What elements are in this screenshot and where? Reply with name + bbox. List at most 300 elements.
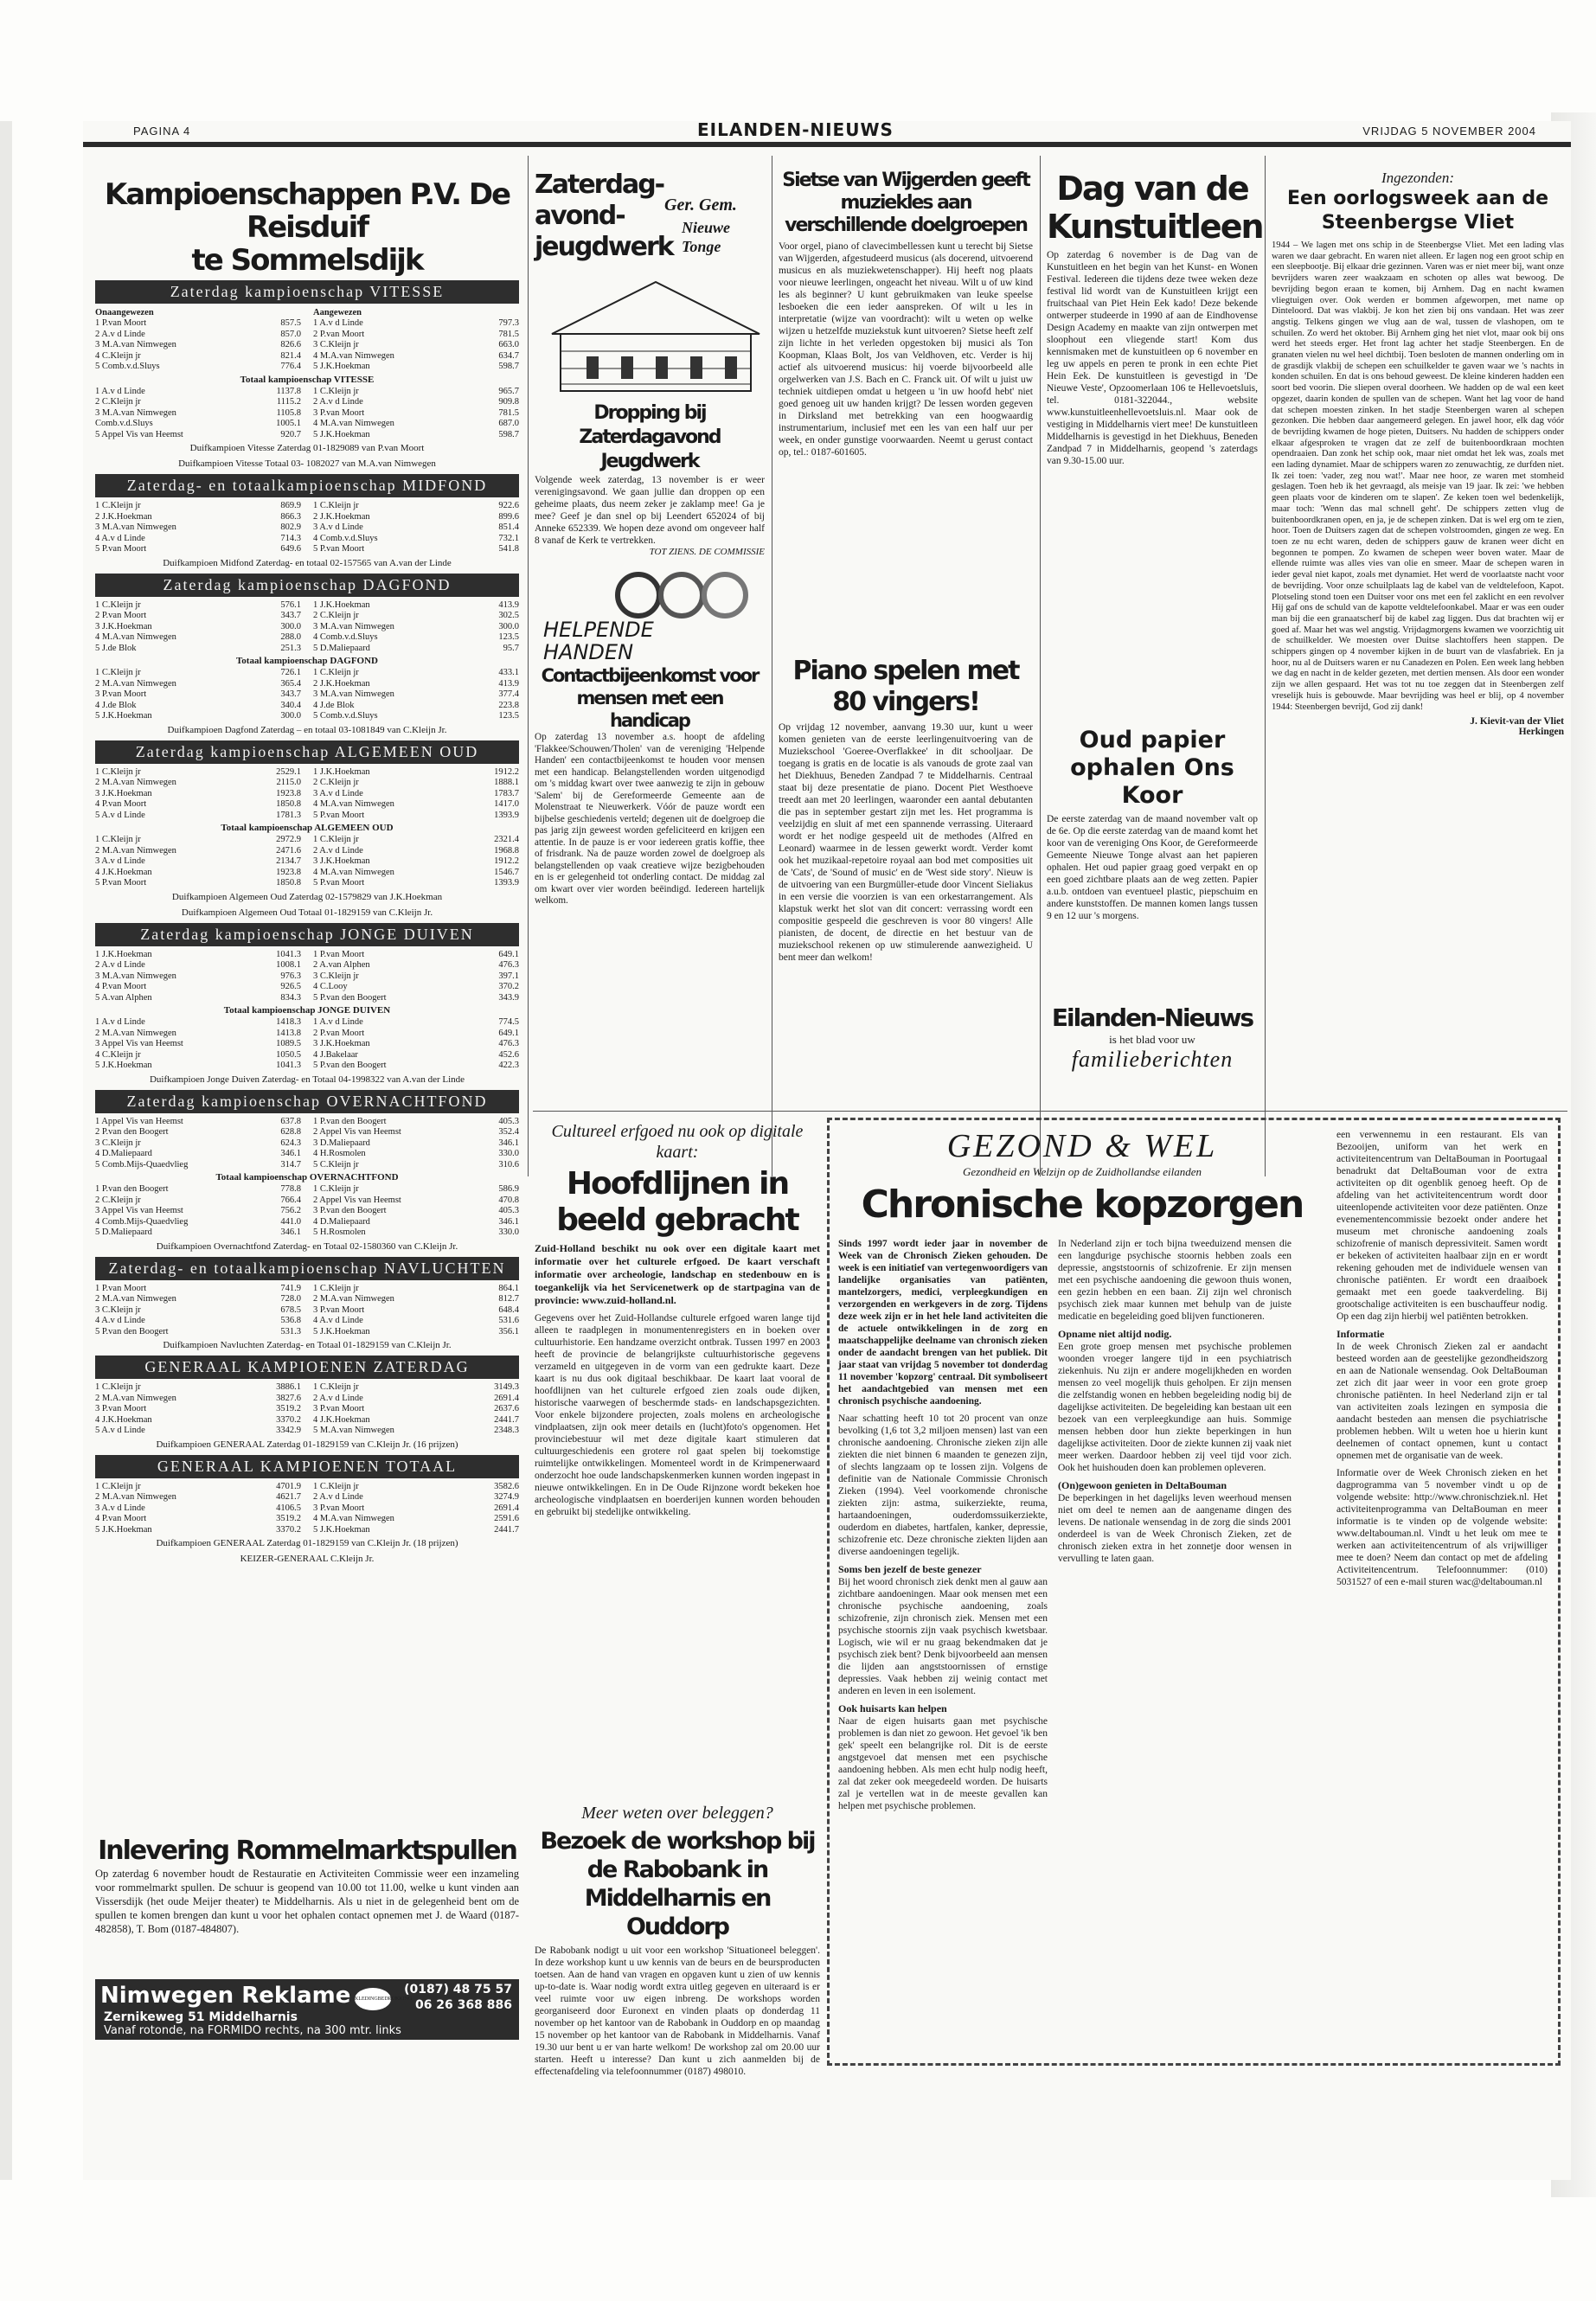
result-score: 2471.6 xyxy=(276,845,301,856)
result-row xyxy=(95,419,301,430)
result-row xyxy=(313,1017,519,1029)
result-score: 1923.8 xyxy=(276,867,301,877)
result-column xyxy=(95,1117,301,1171)
result-name: 1 P.van den Boogert xyxy=(95,1184,169,1194)
result-row xyxy=(313,878,519,889)
result-name: 2 C.Kleijn jr xyxy=(313,611,359,620)
result-name: 3 M.A.van Nimwegen xyxy=(313,621,394,631)
result-name: 1 P.van Moort xyxy=(95,318,147,328)
result-row xyxy=(95,362,301,373)
result-score: 909.8 xyxy=(498,397,519,407)
result-name: 5 A.v d Linde xyxy=(95,1426,145,1435)
oorlog-sign-name: J. Kievit-van der Vliet xyxy=(1470,716,1564,727)
result-columns xyxy=(95,1117,519,1171)
result-columns xyxy=(95,318,519,373)
rommel-title: Inlevering Rommelmarktspullen xyxy=(98,1836,516,1866)
totaal-header: Totaal kampioenschap VITESSE xyxy=(240,374,375,385)
result-row xyxy=(313,1217,519,1228)
result-row xyxy=(313,799,519,811)
result-row xyxy=(95,1138,301,1150)
result-row xyxy=(95,856,301,868)
result-row xyxy=(95,689,301,701)
result-row xyxy=(95,1305,301,1317)
result-score: 576.1 xyxy=(280,599,301,610)
result-column xyxy=(95,767,301,822)
result-row xyxy=(313,318,519,330)
result-name: 5 P.van den Boogert xyxy=(313,992,387,1003)
result-column xyxy=(95,1482,301,1536)
result-score: 1041.3 xyxy=(276,949,301,959)
result-row xyxy=(313,1149,519,1160)
result-score: 826.6 xyxy=(280,340,301,349)
scan-edge xyxy=(0,121,12,2180)
result-score: 1783.7 xyxy=(494,788,519,798)
result-score: 766.4 xyxy=(280,1195,301,1205)
result-name: 3 Appel Vis van Heemst xyxy=(95,1206,183,1215)
result-name: 1 C.Kleijn jr xyxy=(313,501,359,510)
result-row xyxy=(95,799,301,811)
result-name: 2 P.van Moort xyxy=(95,611,147,620)
result-name: 4 M.A.van Nimwegen xyxy=(313,867,394,877)
result-score: 288.0 xyxy=(280,632,301,642)
helpende-handen-logo xyxy=(535,569,765,664)
result-row xyxy=(313,689,519,701)
result-name: 5 J.K.Hoekman xyxy=(95,1524,152,1535)
nimwegen-ad xyxy=(95,1979,519,2040)
gezond-col2-body-2: De beperkingen in het dagelijks leven weerhoud mensen niet om deel te nemen aan de aangename dingen des levens. De nationale wensendag in de zorg die sinds 2001 onderdeel is van de Week Chronisch Zieken, zet de chronisch zieken extra in het zonnetje door wensen in vervulling te laten gaan. xyxy=(1058,1493,1292,1564)
result-score: 866.3 xyxy=(280,511,301,522)
rommelmarkt-article xyxy=(95,1836,519,1936)
cultureel-kicker: Cultureel erfgoed nu ook op digitale kaart: xyxy=(551,1122,804,1162)
section-footnote: Duifkampioen Dagfond Zaterdag – en totaal 03-1081849 van C.Kleijn Jr. xyxy=(167,724,447,735)
piano-title: Piano spelen met 80 vingers! xyxy=(792,656,1019,717)
result-row xyxy=(95,668,301,679)
section-footnote: Duifkampioen Vitesse Zaterdag 01-1829089 van P.van Moort xyxy=(189,443,425,453)
result-row xyxy=(95,1503,301,1515)
result-row xyxy=(313,950,519,961)
section-footnote: Duifkampioen Overnachtfond Zaterdag- en Totaal 02-1580360 van C.Kleijn Jr. xyxy=(156,1240,458,1252)
result-name: 2 Appel Vis van Heemst xyxy=(313,1195,401,1205)
result-name: 1 C.Kleijn jr xyxy=(313,1382,359,1392)
workshop-article xyxy=(535,1803,820,2078)
result-score: 1115.2 xyxy=(276,397,301,407)
result-row xyxy=(95,701,301,712)
result-row xyxy=(95,1184,301,1195)
section-band: GENERAAL KAMPIOENEN TOTAAL xyxy=(95,1455,519,1478)
result-row xyxy=(313,1404,519,1415)
section-footnote: Duifkampioen Algemeen Oud Totaal 01-1829159 van C.Kleijn Jr. xyxy=(181,907,433,918)
kamp-title-2: te Sommelsdijk xyxy=(191,243,423,278)
result-row xyxy=(313,1394,519,1405)
result-row xyxy=(95,1195,301,1207)
result-name: 3 P.van Moort xyxy=(313,407,365,418)
result-score: 1041.3 xyxy=(276,1061,301,1070)
result-score: 452.6 xyxy=(498,1049,519,1060)
result-row xyxy=(95,868,301,879)
helpende-logo-text-2: HANDEN xyxy=(543,640,634,664)
result-name: 5 P.van Moort xyxy=(313,810,365,820)
result-score: 223.8 xyxy=(498,700,519,710)
result-name: 4 C.Kleijn jr xyxy=(95,1049,141,1060)
result-column xyxy=(313,767,519,822)
result-score: 300.0 xyxy=(498,621,519,631)
result-score: 857.0 xyxy=(280,329,301,339)
result-row xyxy=(95,632,301,644)
result-score: 1008.1 xyxy=(276,960,301,970)
result-name: 1 J.K.Hoekman xyxy=(95,949,152,959)
column-rule xyxy=(1265,156,1266,1176)
result-row xyxy=(95,387,301,398)
result-name: 1 A.v d Linde xyxy=(95,386,145,396)
result-row xyxy=(313,835,519,846)
result-row xyxy=(95,846,301,857)
gezond-col2-text: In Nederland zijn er toch bijna tweeduizend mensen die een langdurige psychische stoornis hebben zoals een depressie, angststoornis of schizofrenie. Er zijn mensen met een psychische aandoening die gewoon thuis wonen, een gezin hebben en een baan. Zij zijn wel chronisch psychisch ziek maar kunnen met behulp van de juiste medicatie en begeleiding goed blijven functioneren. xyxy=(1058,1239,1292,1322)
result-score: 802.9 xyxy=(280,522,301,532)
result-row xyxy=(95,1294,301,1305)
result-name: 3 P.van Moort xyxy=(313,1304,365,1315)
result-score: 726.1 xyxy=(280,668,301,677)
result-score: 123.5 xyxy=(498,711,519,721)
section-band: Zaterdag kampioenschap ALGEMEEN OUD xyxy=(95,740,519,764)
church-name-2: Nieuwe Tonge xyxy=(682,219,730,255)
result-column xyxy=(313,1284,519,1338)
result-row xyxy=(313,868,519,879)
helpende-body: Op zaterdag 13 november a.s. hoopt de afdeling 'Flakkee/Schouwen/Tholen' van de vereniging 'Helpende Handen' een contactbijeenkomst te houden voor mensen met een handicap. Belangstellenden worden uitgenodigd om 's middag kwart over twee aanwezig te zijn in gebouw 'Salem' bij de Gereformeerde Gemeente aan de Molenstraat te Nieuwerkerk. Vóór de pauze wordt een bijbelse geschiedenis verteld; degenen uit de doelgroep die pas jarig zijn geweest worden gefeliciteerd en krijgen een attentie. In de pauze is er voor iedereen gratis koffie, thee of frisdrank. Na de pauze worden zowel de doelgroep als belangstellenden op vaak creatieve wijze bezigbehouden en is er gelegenheid tot onderling contact. De middag zal om kwart over vier worden beëindigd. Iedereen hartelijk welkom. xyxy=(535,732,765,906)
result-score: 1968.8 xyxy=(494,845,519,856)
page-number: PAGINA 4 xyxy=(133,125,191,138)
result-row xyxy=(313,1195,519,1207)
result-row xyxy=(313,330,519,341)
result-row xyxy=(95,340,301,351)
result-column xyxy=(313,501,519,555)
result-name: 3 D.Maliepaard xyxy=(313,1138,370,1148)
result-row xyxy=(95,501,301,512)
result-name: 1 P.van den Boogert xyxy=(313,1116,387,1126)
result-columns xyxy=(95,1382,519,1437)
result-row xyxy=(313,993,519,1004)
result-row xyxy=(313,778,519,789)
gezond-col2-heading-2: (On)gewoon genieten in DeltaBouman xyxy=(1058,1479,1227,1491)
left-header: Onaangewezen xyxy=(95,308,154,317)
result-name: 1 C.Kleijn jr xyxy=(313,835,359,844)
result-name: 1 C.Kleijn jr xyxy=(95,766,141,777)
result-name: 2 M.A.van Nimwegen xyxy=(95,1294,176,1304)
result-column xyxy=(313,318,519,373)
result-row xyxy=(313,1525,519,1536)
totaal-header: Totaal kampioenschap JONGE DUIVEN xyxy=(223,1005,391,1016)
result-name: 5 J.K.Hoekman xyxy=(95,1061,152,1070)
result-row xyxy=(95,544,301,555)
result-row xyxy=(313,1127,519,1138)
sietse-body: Voor orgel, piano of clavecimbellessen kunt u terecht bij Sietse van Wijgerden, afgestudeerd musicus (als docerend, uitvoerend musicus en als muziekwetenschapper). Hij heeft nog plaats voor nieuwe leerlingen, ongeacht het niveau. Wilt u of uw kind les als beginner? U kunt gebruikmaken van leuke speelse lesboeken die een ieder aanspreken. Of wilt u les in interpretatie (wijze van voordracht): wilt u weten op welke wijzen u hetzelfde muziekstuk kunt uitvoeren? Sietse heeft zelf zijn lichte in het verleden opgestoken bij musici als Ton Koopman, Klaas Bolt, Jos van Veldhoven, etc. Verder is hij actief als uitvoerend musicus: hij voerde bijvoorbeeld alle orgelwerken van J.S. Bach en C. Franck uit. Of wilt u juist uw techniek uitdiepen omdat u hetgeen u 'in uw hoofd hebt' niet goed genoeg uit uw handen krijgt? De lessen worden gegeven in Dirksland met betrekking van een hoogwaardig instrumentarium, inclusief met een les van een half uur per week, en onder gunstige voorwaarden. Neemt u gerust contact op, tel.: 0187-601605. xyxy=(779,241,1033,458)
result-row xyxy=(313,1117,519,1128)
result-row xyxy=(313,1482,519,1493)
result-row xyxy=(313,711,519,722)
result-name: 4 P.van Moort xyxy=(95,1514,147,1523)
result-score: 1546.7 xyxy=(494,867,519,877)
result-score: 869.9 xyxy=(280,501,301,510)
result-score: 812.7 xyxy=(498,1294,519,1304)
result-row xyxy=(95,1426,301,1437)
result-score: 864.1 xyxy=(498,1283,519,1293)
result-row xyxy=(95,1394,301,1405)
result-score: 2691.4 xyxy=(494,1393,519,1403)
result-column xyxy=(313,1382,519,1437)
result-name: 2 M.A.van Nimwegen xyxy=(95,1492,176,1502)
result-row xyxy=(313,544,519,555)
result-name: 2 P.van Moort xyxy=(313,329,365,339)
result-row xyxy=(95,1160,301,1171)
result-row xyxy=(313,1316,519,1327)
result-score: 3519.2 xyxy=(276,1404,301,1413)
kamp-section-gen_tot xyxy=(95,1455,519,1565)
result-row xyxy=(313,679,519,690)
result-name: 3 A.v d Linde xyxy=(95,856,145,866)
result-name: 3 M.A.van Nimwegen xyxy=(95,340,176,349)
result-score: 1912.2 xyxy=(494,766,519,777)
result-name: 5 J.de Blok xyxy=(95,643,137,653)
result-score: 3519.2 xyxy=(276,1514,301,1523)
result-name: 4 D.Maliepaard xyxy=(95,1149,152,1158)
section-footnote: Duifkampioen Midfond Zaterdag- en totaal 02-157565 van A.van der Linde xyxy=(163,557,452,568)
result-score: 4106.5 xyxy=(276,1503,301,1513)
gezond-col-1 xyxy=(838,1238,1048,1812)
result-name: 5 J.K.Hoekman xyxy=(95,711,152,721)
result-row xyxy=(313,1061,519,1072)
result-name: 4 Comb.Mijs-Quaedvlieg xyxy=(95,1216,189,1227)
result-name: 4 J.K.Hoekman xyxy=(95,867,152,877)
result-name: 2 J.K.Hoekman xyxy=(313,511,370,522)
result-row xyxy=(95,1217,301,1228)
result-name: 3 M.A.van Nimwegen xyxy=(313,689,394,699)
result-name: 2 A.v d Linde xyxy=(313,1393,363,1403)
result-row xyxy=(313,622,519,633)
result-column xyxy=(313,1482,519,1536)
result-score: 310.6 xyxy=(498,1159,519,1170)
result-score: 1850.8 xyxy=(276,799,301,809)
oorlogsweek-article xyxy=(1272,170,1564,737)
result-row xyxy=(95,982,301,993)
result-name: 2 M.A.van Nimwegen xyxy=(313,1294,394,1304)
totaal-header: Totaal kampioenschap OVERNACHTFOND xyxy=(215,1172,399,1183)
result-score: 4621.7 xyxy=(276,1492,301,1502)
result-score: 2591.6 xyxy=(494,1514,519,1523)
result-name: 1 A.v d Linde xyxy=(313,318,363,328)
result-score: 3827.6 xyxy=(276,1393,301,1403)
oorlog-title: Een oorlogsweek aan de Steenbergse Vliet xyxy=(1287,188,1548,234)
result-name: 2 P.van Moort xyxy=(313,1028,365,1038)
result-name: 3 C.Kleijn jr xyxy=(95,1304,141,1315)
result-score: 433.1 xyxy=(498,668,519,677)
hands-icon xyxy=(586,569,760,621)
section-footnote: Duifkampioen Vitesse Totaal 03- 1082027 van M.A.van Nimwegen xyxy=(178,458,436,469)
result-name: 4 P.van Moort xyxy=(95,799,147,809)
result-name: 5 A.van Alphen xyxy=(95,992,152,1003)
result-column xyxy=(95,501,301,555)
result-score: 648.4 xyxy=(498,1304,519,1315)
result-name: 4 C.Kleijn jr xyxy=(95,350,141,361)
result-row xyxy=(95,1284,301,1295)
result-score: 649.1 xyxy=(498,1028,519,1038)
result-score: 728.0 xyxy=(280,1294,301,1304)
result-row xyxy=(313,1050,519,1061)
result-score: 741.9 xyxy=(280,1283,301,1293)
result-columns xyxy=(95,950,519,1004)
section-footnote: Duifkampioen Jonge Duiven Zaterdag- en Totaal 04-1998322 van A.van der Linde xyxy=(149,1074,465,1085)
result-name: 4 Comb.v.d.Sluys xyxy=(313,533,378,543)
result-score: 3342.9 xyxy=(276,1426,301,1435)
result-score: 2691.4 xyxy=(494,1503,519,1513)
result-name: 3 J.K.Hoekman xyxy=(95,788,152,798)
gezond-title: GEZOND & WEL xyxy=(946,1128,1218,1164)
result-row xyxy=(95,878,301,889)
result-name: 4 M.A.van Nimwegen xyxy=(95,632,176,642)
result-row xyxy=(95,778,301,789)
result-score: 663.0 xyxy=(498,340,519,349)
masthead: EILANDEN-NIEUWS xyxy=(697,119,894,140)
oorlog-body: 1944 – We lagen met ons schip in de Steenbergse Vliet. Met een lading vlas waren we daar gebracht. En waren niet alleen. Er lagen nog een groot schip en een sleepbootje. Bij elkaar drie gezinnen. Varen was er niet meer bij, want onze bevrijders waren zeer waakzaam en schoten op alles wat bewoog. De bevrijding begon eraan te komen, bij Arnhem. Dag en nacht kwamen vliegtuigen over. Ook werden er bommen afgeworpen, met name op Dinteloord. Dat was vlakbij. Je kon het zien bij ons vandaan. Het was zeer angstig. Telkens gingen we vlug aan de wal, tussen de vlashopen, om te schuilen. Zo werd het oktober. Bij Arnhem ging het niet vlot, maar ook bij ons werd het steeds erger. Het front lag achter het stadje Steenbergen. En de granaten vielen nu wel heel dichtbij. Toen besloten de mannen onderling om in de grasdijk vlakbij de schepen een schuilkelder te gaven waar we 's nachts in konden schuilen. En dat is ons behoud geweest. De kleine kinderen hadden een soort bed voorin. Die sliepen overal doorheen. We hadden op de wal een keet opgezet, daarin konden de spullen van de schepen. Want het lag voor de hand dat schepen moesten zinken. In het stadje Steenbergen waren al schepen gezonken. Die hebben daar aangemeerd gelegen. En jawel hoor, elk dag vóór de bevrijding kwamen de hoge pieten, Duitsers. Nu hadden de schippers onder elkaar afgesproken te vragen dat ze zelf de buitenboordkraan mochten opendraaien. Dan zonk het schip ook, maar niet omdat het lek was, zoals met een lading dynamiet. Maar de schippers waren zo zenuwachtig, ze durfden niet. Ik zei toen: 'vader, zeg nou wat!'. Maar nee hoor, ze waren met stomheid geslagen. Toen heb ik het gevraagd, als meisje van 19 jaar. Ik zei: 'we hebben geen plaats voor de kinderen om te slapen'. Ze keken toen wel bedenkelijk, maar toch: 'Wenn das mal schnell geht'. De schippers zetten vlug de buitenboordkranen open, en ja, je de schepen zinken. Dat is wel erg om te zien, hoor. Toen de Duitsers zagen dat de schepen volstroomden, gingen ze weg. En toen ze nu echt waren, deden de schippers gauw de kranen weer dicht en begonnen te pompen. Zo kwamen de schepen weer boven water. Maar de ellende ruimte was alles vies van olie en smeer. Maar de schepen waren in ieder geval niet kapot, zoals met dynamiet. Het werd de voorlaatste nacht voor de bevrijding. Voor onze schuilplaats lag de kabel van de veldtelefoon, Kapot. Plotseling stond toen een Duitser voor ons met een fel zaklicht en een revolver Hij gaf ons de schuld van de kapotte veldtelefoonkabel. Maar er was een ouder man bij die een granaatscherf bij de kabel zag liggen. Dus dat brachten wij er goed af. Maar het was wel angstig. Vrijdagmorgens kwamen we voorzichtig uit de schuilkelder. We moesten over Duitse slachtoffers heen stappen. De schippers gingen op 4 november kijken in de buurt van de vlasfabriek. En ja hoor, nu al de Duitsers waren er nu Canadezen en Polen. Een week lang hebben we dag en nacht in de kelder gezeten, met dertien mensen. Als door een wonder zijn we allen gespaard. Het was tot nu toe zeggen dat in Steenbergen zelf vreselijk huis is gebouwde. Maar bevrijding was heel er blij, op 4 november 1944: Steenbergen bevrijd, God zij dank! xyxy=(1272,240,1564,712)
result-row xyxy=(313,1227,519,1239)
result-column xyxy=(95,835,301,889)
section-rule xyxy=(533,1111,1567,1112)
result-row xyxy=(95,960,301,971)
result-score: 781.5 xyxy=(498,407,519,418)
result-row xyxy=(95,1482,301,1493)
result-name: 2 A.v d Linde xyxy=(313,1492,363,1502)
result-name: 1 A.v d Linde xyxy=(95,1017,145,1027)
section-footnote: Duifkampioen Algemeen Oud Zaterdag 02-1579829 van J.K.Hoekman xyxy=(171,891,443,902)
jeugdwerk-sign: TOT ZIENS. DE COMMISSIE xyxy=(649,547,765,557)
result-score: 1417.0 xyxy=(494,799,519,809)
result-score: 541.8 xyxy=(498,544,519,554)
result-score: 598.7 xyxy=(498,429,519,439)
result-column xyxy=(313,1017,519,1072)
page-header xyxy=(83,119,1571,140)
section-band: Zaterdag kampioenschap DAGFOND xyxy=(95,574,519,597)
result-name: 1 C.Kleijn jr xyxy=(313,1184,359,1194)
result-row xyxy=(313,982,519,993)
result-column xyxy=(313,387,519,441)
result-row xyxy=(313,501,519,512)
result-name: 5 P.van Moort xyxy=(95,544,147,554)
result-score: 1912.2 xyxy=(494,856,519,866)
gezond-col3-body-2: Informatie over de Week Chronisch zieken en het dagprogramma van 5 november vindt u op de volgende website: http://www.chronischziek.nl. Het activiteitenprogramma van DeltaBouman en meer informatie is te vinden op de volgende website: www.deltabouman.nl. Vindt u het leuk om mee te werken aan activiteitencentrum of als vrijwilliger mee te doen? Neem dan contact op met de afdeling Activiteitencentrum. Telefoonnummer: (010) 5031527 of een e-mail sturen wac@deltabouman.nl xyxy=(1336,1468,1548,1587)
piano-body: Op vrijdag 12 november, aanvang 19.30 uur, kunt u weer komen genieten van de eerste leerlingenuitvoering van de Muziekschool 'Goeree-Overflakkee' in dit schooljaar. De toegang is gratis en de locatie is als vanouds de grote zaal van het Diekhuus, Beneden Zandpad 7 te Middelharnis. Centraal staat bij deze presentatie de piano. Docent Piet Westhoeve treedt aan met 20 leerlingen, waaronder een aantal debutanten die pas in september gestart zijn met les. Het programma is veelzijdig en sluit af met een spannende verrassing. Uiteraard wordt er het nodige gespeeld uit de methodes (Alfred en Leonard) waarmee in de lessen gewerkt wordt. Verder komt ook het muzikaal-repetoire royaal aan bod met composities uit de 'Cats', de 'Sound of music' en de 'West side story'. Nieuw is de uitvoering van een Burgmüller-etude door Vincent Sieliakus in een versie die voorzien is van een orkestarrangement. Als klapstuk werkt het slot van dit concert: verrassing wordt een compositie gespeeld die geschreven is voor 80 vingers! Alle pianisten, de docent, de directie en het bestuur van de muziekschool rekenen op uw stimulerende aanwezigheid. U bent meer dan welkom! xyxy=(779,722,1033,963)
result-column xyxy=(95,1017,301,1072)
result-row xyxy=(95,611,301,622)
result-column xyxy=(313,668,519,722)
result-row xyxy=(95,679,301,690)
result-row xyxy=(313,512,519,523)
oud-papier-article xyxy=(1047,727,1258,922)
result-score: 343.7 xyxy=(280,611,301,620)
result-score: 251.3 xyxy=(280,643,301,653)
result-row xyxy=(313,1039,519,1050)
result-name: 5 J.K.Hoekman xyxy=(313,429,370,439)
result-score: 3886.1 xyxy=(276,1382,301,1392)
result-column xyxy=(313,1117,519,1171)
result-name: 4 J.K.Hoekman xyxy=(313,1414,370,1425)
result-name: 2 M.A.van Nimwegen xyxy=(95,1028,176,1038)
result-score: 441.0 xyxy=(280,1216,301,1227)
result-column xyxy=(313,600,519,655)
result-name: 5 J.K.Hoekman xyxy=(313,362,370,371)
kamp-section-jonge xyxy=(95,923,519,1085)
result-name: 2 C.Kleijn jr xyxy=(313,778,359,787)
result-score: 346.1 xyxy=(498,1138,519,1148)
result-name: 2 Appel Vis van Heemst xyxy=(313,1127,401,1137)
result-score: 1089.5 xyxy=(276,1039,301,1048)
result-name: 5 Comb.v.d.Sluys xyxy=(95,362,160,371)
result-row xyxy=(313,340,519,351)
result-name: 5 J.K.Hoekman xyxy=(313,1326,370,1336)
result-score: 2441.7 xyxy=(494,1414,519,1425)
result-score: 2115.0 xyxy=(276,778,301,787)
piano-article xyxy=(779,656,1033,964)
kamp-section-navlucht xyxy=(95,1257,519,1351)
result-row xyxy=(313,668,519,679)
result-columns xyxy=(95,1017,519,1072)
helpende-logo-text-1: HELPENDE xyxy=(543,618,654,642)
result-name: 5 P.van Moort xyxy=(313,878,365,888)
result-name: 5 P.van Moort xyxy=(95,878,147,888)
result-row xyxy=(313,1294,519,1305)
result-row xyxy=(313,397,519,408)
workshop-body: De Rabobank nodigt u uit voor een workshop 'Situationeel beleggen'. In deze workshop kunt u uw kennis van de beurs en de beursproducten toetsen. Aan de hand van vragen en opgaven kunt u zien of uw kennis up-to-date is. Waar nodig wordt extra uitleg gegeven en uiteraard is er veel ruimte voor uw eigen inbreng. De workshops worden georganiseerd door Euronext en vinden plaats op donderdag 11 november op het kantoor van de Rabobank in Ouddorp en op maandag 15 november op het kantoor van de Rabobank in Middelharnis. Vanaf 19.30 uur bent u er van harte welkom! De workshop zal om 20.00 uur starten. Heeft u interesse? Dan kunt u zich aanmelden bij de effectenafdeling via telefoonnummer (0187) 498010. xyxy=(535,1945,820,2077)
result-score: 649.1 xyxy=(498,949,519,959)
result-score: 3370.2 xyxy=(276,1414,301,1425)
result-score: 365.4 xyxy=(280,678,301,689)
result-name: 5 J.K.Hoekman xyxy=(313,1524,370,1535)
result-row xyxy=(95,534,301,545)
result-row xyxy=(313,1503,519,1515)
result-score: 851.4 xyxy=(498,522,519,532)
result-score: 637.8 xyxy=(280,1116,301,1126)
gezond-col1-body: Bij het woord chronisch ziek denkt men al gauw aan zichtbare aandoeningen. Maar ook mensen met een chronische psychische aandoening, zoals schizofrenie, zijn chronisch ziek. Mensen met een psychische stoornis zijn vaak psychisch kwetsbaar. Logisch, wie wil er nu graag bekendmaken dat je psychisch ziek bent? Denk bijvoorbeeld aan mensen die lijden aan angststoornissen of ernstige depressies. Vaak hebben zij weinig contact met anderen en leven in een isolement. xyxy=(838,1577,1048,1696)
result-score: 774.5 xyxy=(498,1017,519,1027)
result-row xyxy=(95,622,301,633)
result-row xyxy=(95,950,301,961)
result-score: 1105.8 xyxy=(276,407,301,418)
oorlog-kicker: Ingezonden: xyxy=(1381,170,1455,186)
result-row xyxy=(95,1382,301,1394)
gezond-col2-heading: Opname niet altijd nodig. xyxy=(1058,1328,1172,1340)
result-name: 4 A.v d Linde xyxy=(95,533,145,543)
result-row xyxy=(95,600,301,612)
section-footnote: Duifkampioen Navluchten Zaterdag- en Totaal 01-1829159 van C.Kleijn Jr. xyxy=(163,1340,452,1350)
result-row xyxy=(313,846,519,857)
column-rule xyxy=(528,156,529,1176)
result-score: 397.1 xyxy=(498,971,519,981)
result-name: 2 A.v d Linde xyxy=(313,397,363,407)
result-name: 3 P.van Moort xyxy=(95,1404,147,1413)
result-name: 3 P.van den Boogert xyxy=(313,1206,387,1215)
column-rule xyxy=(1040,156,1041,1176)
gezond-col-3 xyxy=(1336,1129,1548,1588)
result-score: 2321.4 xyxy=(494,835,519,844)
result-score: 413.9 xyxy=(498,599,519,610)
result-name: 1 C.Kleijn jr xyxy=(313,1481,359,1491)
result-name: 5 H.Rosmolen xyxy=(313,1227,366,1237)
result-score: 4701.9 xyxy=(276,1481,301,1491)
result-name: 3 J.K.Hoekman xyxy=(313,856,370,866)
result-score: 405.3 xyxy=(498,1206,519,1215)
result-name: 2 M.A.van Nimwegen xyxy=(95,1393,176,1403)
result-name: 3 C.Kleijn jr xyxy=(313,340,359,349)
result-column xyxy=(313,1184,519,1239)
result-row xyxy=(95,522,301,534)
result-score: 1393.9 xyxy=(494,878,519,888)
